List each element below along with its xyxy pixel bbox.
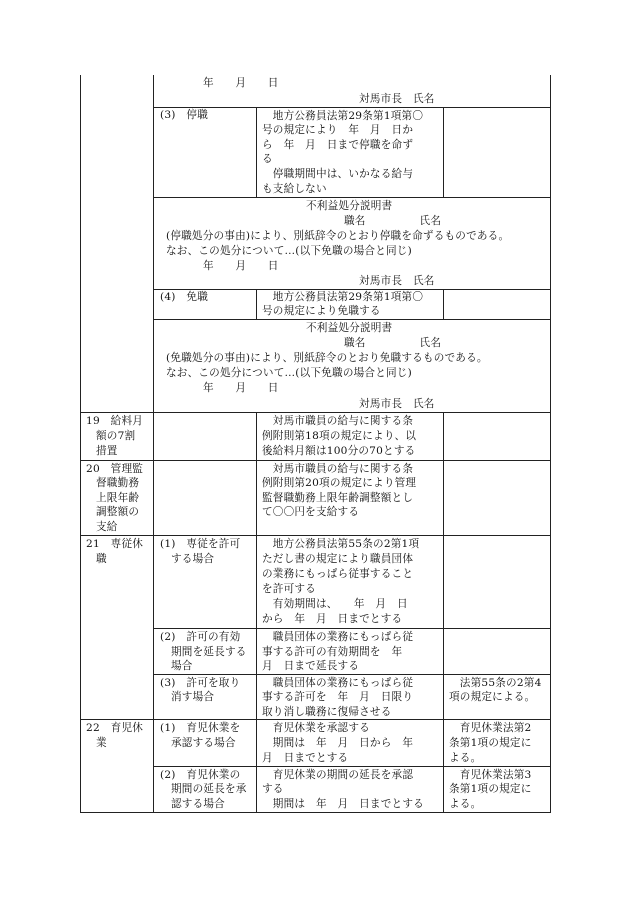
- dismissal-content-line: 号の規定により免職する: [262, 305, 381, 317]
- dismissal-content-line: 地方公務員法第29条第1項第〇: [262, 291, 424, 303]
- suspension-content-line: 停職期間中は、いかなる給与: [262, 168, 414, 180]
- item-22-title: 22 育児休: [86, 722, 144, 734]
- item-21-title: 職: [96, 553, 107, 565]
- date-line: 年 月 日: [203, 382, 279, 394]
- item-22-2-content: する: [262, 783, 284, 795]
- item-21-1-label: する場合: [171, 553, 215, 565]
- item-22-1-note: よる。: [449, 752, 482, 764]
- item-22-2-content: 期間は 年 月 日までとする: [262, 798, 424, 810]
- notice-body: (免職処分の事由)により、別紙辞令のとおり免職するものである。: [166, 352, 488, 364]
- suspension-content-line: 号の規定により 年 月 日か: [262, 124, 414, 136]
- signer-line: 対馬市長 氏名: [359, 398, 435, 410]
- table-bottom-border: [80, 812, 551, 813]
- suspension-content-line: も支給しない: [262, 183, 327, 195]
- item-22-1-label: 承認する場合: [171, 737, 236, 749]
- item-21-2-label: (2) 許可の有効: [160, 631, 241, 643]
- item-21-3-note: 項の規定による。: [449, 691, 536, 703]
- column-divider-3: [443, 107, 444, 197]
- item-20-content: て〇〇円を支給する: [262, 506, 360, 518]
- suspension-content-line: る: [262, 153, 273, 165]
- dismissal-label: (4) 免職: [160, 291, 208, 303]
- item-21-2-label: 場合: [171, 660, 193, 672]
- item-21-2-content: 職員団体の業務にもっぱら従: [262, 631, 414, 643]
- column-divider-1: [153, 75, 154, 813]
- item-22-title: 業: [96, 737, 107, 749]
- item-19-title: 額の7割: [96, 430, 136, 442]
- outer-left-border: [80, 75, 81, 813]
- item-22-2-label: 認する場合: [171, 798, 225, 810]
- item-21-3-content: 取り消し職務に復帰させる: [262, 706, 392, 718]
- item-22-2-note: 育児休業法第3: [449, 769, 532, 781]
- item-21-1-content: 地方公務員法第55条の2第1項: [262, 538, 420, 550]
- item-21-3-content: 職員団体の業務にもっぱら従: [262, 677, 414, 689]
- item-22-2-note: 条第1項の規定に: [449, 783, 532, 795]
- item-20-title: 上限年齢: [96, 492, 140, 504]
- suspension-content-line: 地方公務員法第29条第1項第〇: [262, 110, 424, 122]
- item-19-title: 19 給料月: [86, 415, 144, 427]
- suspension-label: (3) 停職: [160, 109, 208, 121]
- item-22-1-label: (1) 育児休業を: [160, 722, 241, 734]
- item-21-3-note: 法第55条の2第4: [449, 677, 542, 689]
- item-21-1-content: ただし書の規定により職員団体: [262, 553, 414, 565]
- item-19-title: 措置: [96, 445, 118, 457]
- item-19-content: 例附則第18項の規定により、以: [262, 430, 417, 442]
- item-21-2-content: 事する許可の有効期間を 年: [262, 646, 403, 658]
- column-divider-2: [256, 289, 257, 319]
- item-20-content: 監督職勤務上限年齢調整額とし: [262, 492, 414, 504]
- suspension-content-line: ら 年 月 日まで停職を命ず: [262, 139, 414, 151]
- item-22-2-note: よる。: [449, 798, 482, 810]
- item-22-2-label: 期間の延長を承: [171, 783, 247, 795]
- notice-position-name: 職名 氏名: [344, 215, 442, 227]
- column-divider-2: [256, 412, 257, 813]
- item-20-content: 例附則第20項の規定により管理: [262, 477, 417, 489]
- item-22-1-content: 月 日までとする: [262, 752, 349, 764]
- item-21-3-content: 事する許可を 年 月 日限り: [262, 691, 414, 703]
- item-20-title: 20 管理監: [86, 463, 144, 475]
- notice-body: (停職処分の事由)により、別紙辞令のとおり停職を命ずるものである。: [166, 230, 510, 242]
- item-22-2-content: 育児休業の期間の延長を承認: [262, 769, 414, 781]
- notice-body: なお、この処分について…(以下免職の場合と同じ): [166, 367, 412, 379]
- item-19-content: 後給料月額は100分の70とする: [262, 445, 416, 457]
- notice-body: なお、この処分について…(以下免職の場合と同じ): [166, 245, 412, 257]
- notice-position-name: 職名 氏名: [344, 337, 442, 349]
- column-divider-3: [443, 289, 444, 319]
- item-21-3-label: (3) 許可を取り: [160, 677, 241, 689]
- outer-right-border: [550, 75, 551, 813]
- item-21-2-content: 月 日まで延長する: [262, 660, 360, 672]
- date-line: 年 月 日: [203, 77, 279, 89]
- item-21-1-content: の業務にもっぱら従事すること: [262, 568, 414, 580]
- item-21-2-label: 期間を延長する: [171, 646, 247, 658]
- notice-title: 不利益処分説明書: [306, 200, 393, 212]
- notice-title: 不利益処分説明書: [306, 322, 393, 334]
- item-21-title: 21 専従休: [86, 538, 144, 550]
- item-20-title: 支給: [96, 521, 118, 533]
- item-20-title: 調整額の: [96, 506, 140, 518]
- item-21-3-label: 消す場合: [171, 691, 215, 703]
- item-20-content: 対馬市職員の給与に関する条: [262, 463, 414, 475]
- item-22-1-note: 条第1項の規定に: [449, 737, 532, 749]
- column-divider-3: [443, 412, 444, 813]
- item-22-1-note: 育児休業法第2: [449, 722, 532, 734]
- item-21-1-content: 有効期間は、 年 月 日: [262, 598, 408, 610]
- item-21-1-content: を許可する: [262, 583, 316, 595]
- item-21-1-content: から 年 月 日までとする: [262, 613, 403, 625]
- item-21-1-label: (1) 専従を許可: [160, 538, 241, 550]
- item-19-content: 対馬市職員の給与に関する条: [262, 415, 414, 427]
- item-22-1-content: 期間は 年 月 日から 年: [262, 737, 414, 749]
- date-line: 年 月 日: [203, 260, 279, 272]
- item-22-1-content: 育児休業を承認する: [262, 722, 370, 734]
- item-20-title: 督職勤務: [96, 477, 140, 489]
- column-divider-2: [256, 107, 257, 197]
- item-22-2-label: (2) 育児休業の: [160, 769, 241, 781]
- signer-line: 対馬市長 氏名: [359, 275, 435, 287]
- signer-line: 対馬市長 氏名: [359, 93, 435, 105]
